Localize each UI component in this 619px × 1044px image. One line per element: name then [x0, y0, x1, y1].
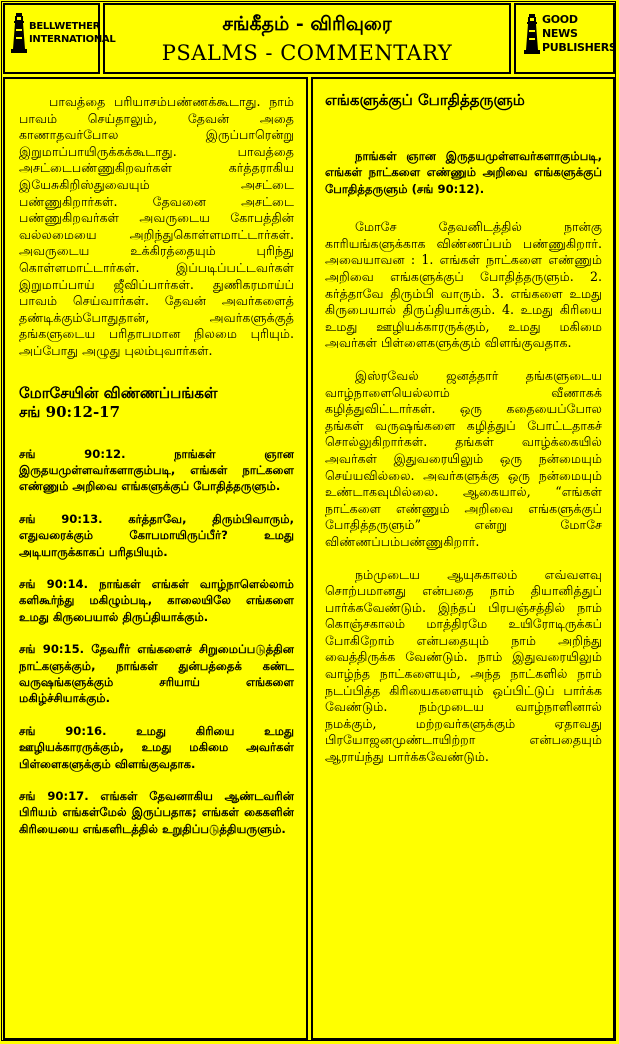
left-column	[3, 77, 308, 1040]
left-logo-line2: INTERNATIONAL	[29, 34, 116, 45]
verse-90-16: சங் 90:16. உமது கிரியை உமது ஊழியக்காரருக்கும், உமது மகிமை அவர்கள் பிள்ளைகளுக்கும் விளங்குவதாக.	[19, 723, 294, 771]
section-heading-line2: சங் 90:12-17	[19, 402, 121, 421]
publisher-logo-left	[3, 3, 116, 74]
right-logo-line2: PUBLISHERS	[542, 41, 617, 54]
publisher-logo-right	[514, 3, 615, 74]
section-heading-line1: மோசேயின் விண்ணப்பங்கள்	[19, 383, 218, 402]
intro-paragraph: பாவத்தை பரியாசம்பண்ணக்கூடாது. நாம் பாவம் செய்தாலும், தேவன் அதை காணாதவர்போல இருப்பாரென்று இறுமாப்பாயிருக்கக்கூடாது. பாவத்தை அசட்டைபண்ணுகிறவர்கள் கர்த்தராகிய இயேசுகிறிஸ்துவையும் அசட்டை பண்ணுகிறார்கள். தேவனை அசட்டை பண்ணுகிறவர்கள் அவருடைய கோபத்தின் வல்லமையை அறிந்துகொள்ளமாட்டார்கள். அவருடைய உக்கிரத்தையும் புரிந்து கொள்ளமாட்டார்கள். இப்படிப்பட்டவர்கள் இறுமாப்பாய் ஜீவிப்பார்கள். துணிகரமாய்ப் பாவம் செய்வார்கள். தேவன் அவர்களைத் தண்டிக்கும்போதுதான், அவர்களுக்குத் தங்களுடைய பரிதாபமான நிலமை புரியும். அப்போது அழுது புலம்புவார்கள்.	[19, 94, 294, 358]
right-logo-line1: GOOD NEWS	[542, 13, 578, 40]
lighthouse-icon	[11, 13, 27, 53]
right-heading: எங்களுக்குப் போதித்தருளும்	[325, 91, 525, 109]
key-verse: நாங்கள் ஞான இருதயமுள்ளவர்களாகும்படி, எங்கள் நாட்களை எண்ணும் அறிவை எங்களுக்குப் போதித்தருளும் (சங் 90:12).	[325, 149, 602, 196]
paragraph-1: மோசே தேவனிடத்தில் நான்கு காரியங்களுக்காக விண்ணப்பம் பண்ணுகிறார். அவையாவன : 1. எங்கள் நாட்களை எண்ணும் அறிவை எங்களுக்குப் போதித்தருளும். 2. கர்த்தாவே திரும்பி வாரும். 3. எங்களை உமது கிருபையால் திருப்தியாக்கும். 4. உமது கிரியை உமது ஊழியக்காரருக்கும், உமது மகிமை அவர்கள் பிள்ளைகளுக்கும் விளங்குவதாக.	[325, 219, 602, 351]
paragraph-3: நம்முடைய ஆயுசுகாலம் எவ்வளவு சொற்பமானது என்பதை நாம் தியானித்துப் பார்க்கவேண்டும். இந்தப் பிரபஞ்சத்தில் நாம் கொஞ்சகாலம் மாத்திரமே உயிரோடிருக்கப் போகிறோம் என்பதையும் நாம் அறிந்து வைத்திருக்க வேண்டும். நாம் இதுவரையிலும் வாழ்ந்த நாட்களையும், அந்த நாட்களில் நாம் நடப்பித்த கிரியைகளையும் ஒப்பிட்டுப் பார்க்க வேண்டும். நம்முடைய வாழ்நாளினால் நமக்கும், மற்றவர்களுக்கும் ஏதாவது பிரயோஜனமுண்டாயிற்றா என்பதையும் ஆராய்ந்து பார்க்கவேண்டும்.	[325, 566, 602, 765]
paragraph-2: இஸ்ரவேல் ஜனத்தார் தங்களுடைய வாழ்நாளையெல்லாம் வீணாகக் கழித்துவிட்டார்கள். ஒரு கதையைப்போல தங்கள் வருஷங்களை கழித்துப் போட்டதாகச் சொல்லுகிறார்கள். தங்கள் வாழ்க்கையில் அவர்கள் இதுவரையிலும் ஒரு நன்மையும் செய்யவில்லை. அவர்களுக்கு ஒரு நன்மையும் உண்டாகவுமில்லை. ஆகையால், “எங்கள் நாட்களை எண்ணும் அறிவை எங்களுக்குப் போதித்தருளும்” என்று மோசே விண்ணப்பம்பண்ணுகிறார்.	[325, 367, 602, 549]
verse-90-13: சங் 90:13. கர்த்தாவே, திரும்பிவாரும், எதுவரைக்கும் கோபமாயிருப்பீர்? உமது அடியாருக்காகப் பரிதபியும்.	[19, 511, 294, 559]
page-title	[103, 3, 511, 74]
verse-90-12: சங் 90:12. நாங்கள் ஞான இருதயமுள்ளவர்களாகும்படி, எங்கள் நாட்களை எண்ணும் அறிவை எங்களுக்குப் போதித்தருளும்.	[19, 446, 294, 494]
verse-90-14: சங் 90:14. நாங்கள் எங்கள் வாழ்நாளெல்லாம் களிகூர்ந்து மகிழும்படி, காலையிலே எங்களை உமது கிருபையால் திருப்தியாக்கும்.	[19, 576, 294, 624]
verse-90-15: சங் 90:15. தேவரீர் எங்களைச் சிறுமைப்படுத்தின நாட்களுக்கும், நாங்கள் துன்பத்தைக் கண்ட வருஷங்களுக்கும் சரியாய் எங்களை மகிழ்ச்சியாக்கும்.	[19, 642, 294, 706]
right-column	[311, 77, 615, 1040]
left-logo-line1: BELLWETHER	[29, 21, 101, 32]
lighthouse-icon	[524, 14, 540, 54]
title-tamil: சங்கீதம் - விரிவுரை	[222, 13, 392, 35]
verse-90-17: சங் 90:17. எங்கள் தேவனாகிய ஆண்டவரின் பிரியம் எங்கள்மேல் இருப்பதாக; எங்கள் கைகளின் கிரியையை எங்களிடத்தில் உறுதிப்படுத்தியருளும்.	[19, 789, 294, 836]
title-english: PSALMS - COMMENTARY	[161, 41, 453, 65]
